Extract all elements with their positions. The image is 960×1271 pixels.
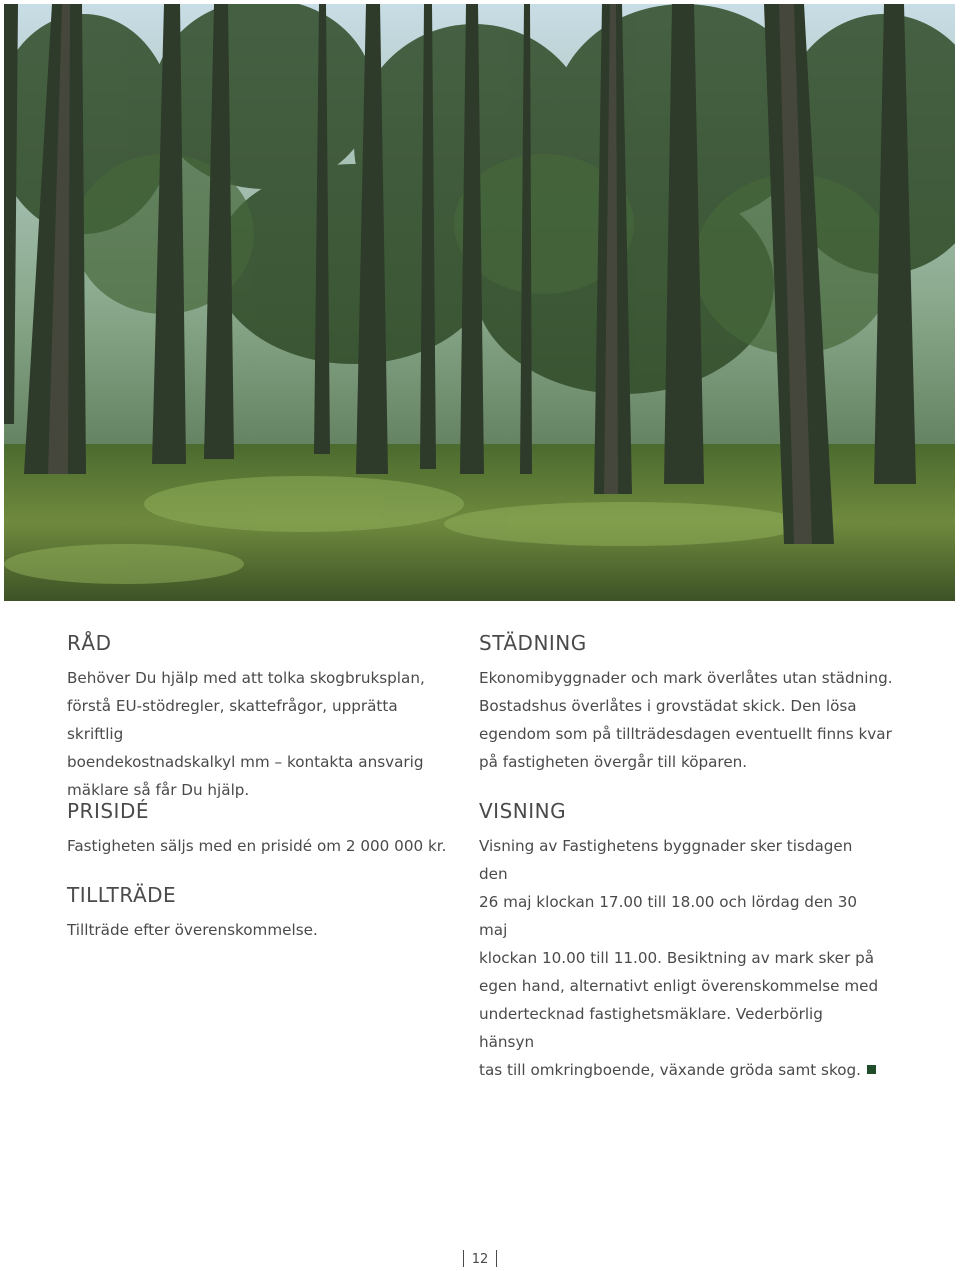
body-line: egendom som på tillträdesdagen eventuellt finns kvar — [479, 725, 892, 743]
section-tilltrade — [67, 880, 318, 944]
body-line: tas till omkringboende, växande gröda samt skog. — [479, 1061, 861, 1079]
divider — [463, 1250, 464, 1267]
body-line: klockan 10.00 till 11.00. Besiktning av mark sker på — [479, 949, 875, 967]
forest-photo — [4, 4, 955, 601]
page-number: 12 — [471, 1252, 489, 1267]
divider — [496, 1250, 497, 1267]
section-body — [67, 916, 318, 944]
body-line: mäklare så får Du hjälp. — [67, 781, 250, 799]
body-line: Tillträde efter överenskommelse. — [67, 921, 318, 939]
section-priside — [67, 796, 446, 860]
section-heading: STÄDNING — [479, 631, 587, 655]
section-rad — [67, 628, 457, 804]
section-heading: VISNING — [479, 799, 567, 823]
page-footer — [0, 1250, 960, 1267]
body-line: Bostadshus överlåtes i grovstädat skick. Den lösa — [479, 697, 857, 715]
section-visning — [479, 796, 879, 1084]
body-line: egen hand, alternativt enligt överenskommelse med — [479, 977, 879, 995]
section-body — [67, 832, 446, 860]
section-heading: PRISIDÉ — [67, 799, 149, 823]
section-stadning — [479, 628, 893, 776]
body-line: förstå EU-stödregler, skattefrågor, upprätta skriftlig — [67, 697, 398, 743]
body-line: på fastigheten övergår till köparen. — [479, 753, 748, 771]
end-mark-icon — [867, 1065, 876, 1074]
section-body — [479, 832, 879, 1084]
body-line: Visning av Fastighetens byggnader sker tisdagen den — [479, 837, 853, 883]
body-line: boendekostnadskalkyl mm – kontakta ansvarig — [67, 753, 424, 771]
section-heading: RÅD — [67, 631, 112, 655]
body-line: Behöver Du hjälp med att tolka skogbruksplan, — [67, 669, 425, 687]
section-body — [67, 664, 457, 804]
section-heading: TILLTRÄDE — [67, 883, 177, 907]
body-line: undertecknad fastighetsmäklare. Vederbörlig hänsyn — [479, 1005, 823, 1051]
section-body — [479, 664, 893, 776]
body-line: Ekonomibyggnader och mark överlåtes utan städning. — [479, 669, 893, 687]
body-line: 26 maj klockan 17.00 till 18.00 och lördag den 30 maj — [479, 893, 858, 939]
body-line: Fastigheten säljs med en prisidé om 2 000 000 kr. — [67, 837, 447, 855]
